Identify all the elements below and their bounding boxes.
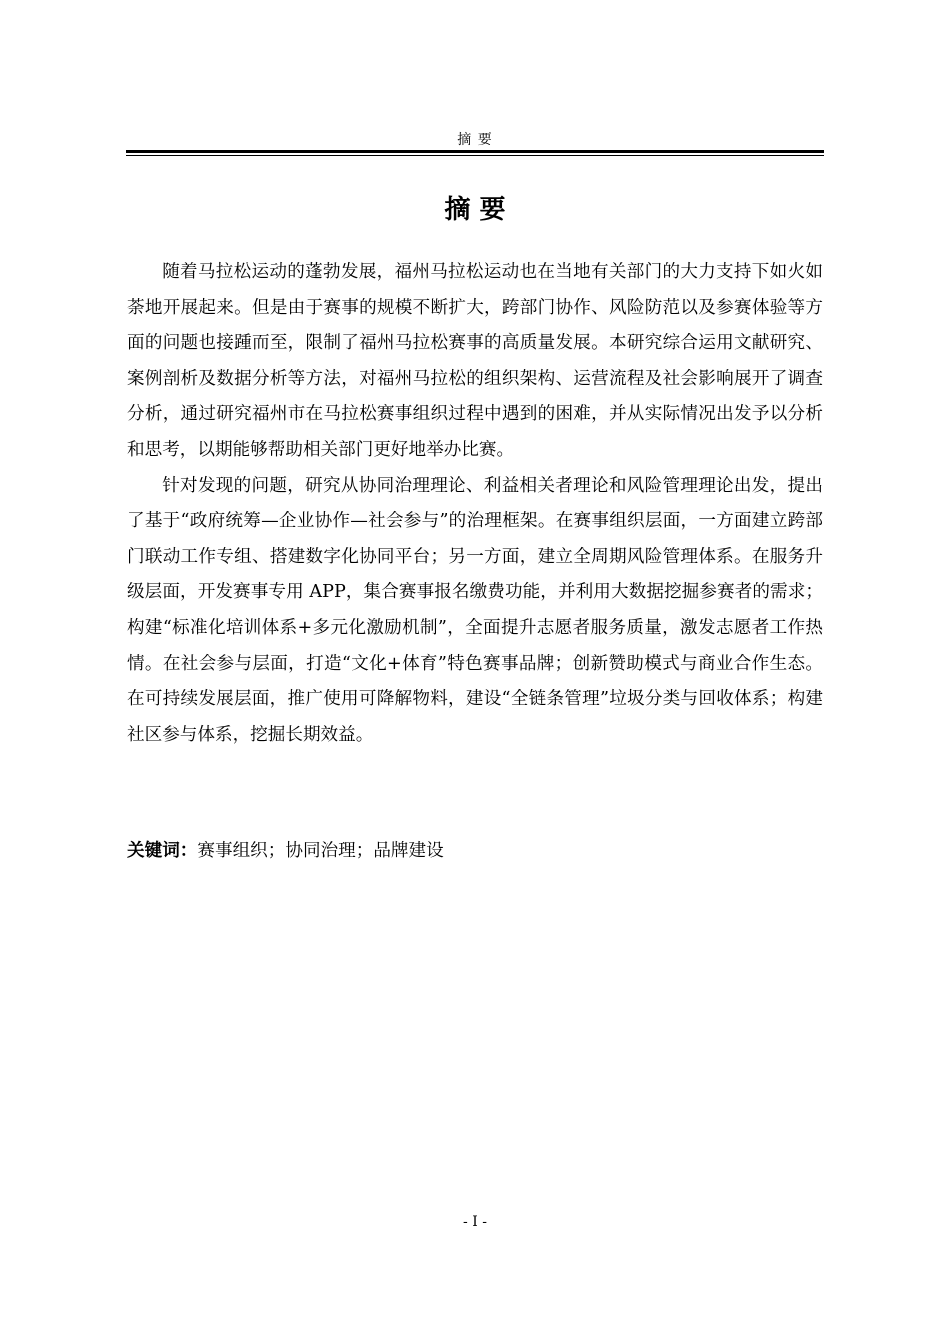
header-rule-thin — [126, 155, 824, 156]
keywords-text: 赛事组织；协同治理；品牌建设 — [197, 841, 444, 861]
page-number: - I - — [463, 1214, 487, 1230]
abstract-paragraph-2: 针对发现的问题，研究从协同治理理论、利益相关者理论和风险管理理论出发，提出了基于“政府统筹—企业协作—社会参与”的治理框架。在赛事组织层面，一方面建立跨部门联动工作专组、搭建数字化协同平台；另一方面，建立全周期风险管理体系。在服务升级层面，开发赛事专用 APP，集合赛事报名缴费功能，并利用大数据挖掘参赛者的需求；构建“标准化培训体系+多元化激励机制”，全面提升志愿者服务质量，激发志愿者工作热情。在社会参与层面，打造“文化+体育”特色赛事品牌；创新赞助模式与商业合作生态。在可持续发展层面，推广使用可降解物料，建设“全链条管理”垃圾分类与回收体系；构建社区参与体系，挖掘长期效益。 — [127, 475, 823, 745]
header-rule-thick — [126, 150, 824, 153]
abstract-paragraph-1: 随着马拉松运动的蓬勃发展，福州马拉松运动也在当地有关部门的大力支持下如火如荼地开展起来。但是由于赛事的规模不断扩大，跨部门协作、风险防范以及参赛体验等方面的问题也接踵而至，限制了福州马拉松赛事的高质量发展。本研究综合运用文献研究、案例剖析及数据分析等方法，对福州马拉松的组织架构、运营流程及社会影响展开了调查分析，通过研究福州市在马拉松赛事组织过程中遇到的困难，并从实际情况出发予以分析和思考，以期能够帮助相关部门更好地举办比赛。 — [127, 262, 823, 460]
running-header: 摘 要 — [457, 132, 493, 148]
keywords-label: 关键词： — [127, 841, 198, 861]
keywords-line — [127, 835, 823, 867]
page-title: 摘 要 — [444, 195, 506, 225]
abstract-body — [127, 255, 823, 753]
